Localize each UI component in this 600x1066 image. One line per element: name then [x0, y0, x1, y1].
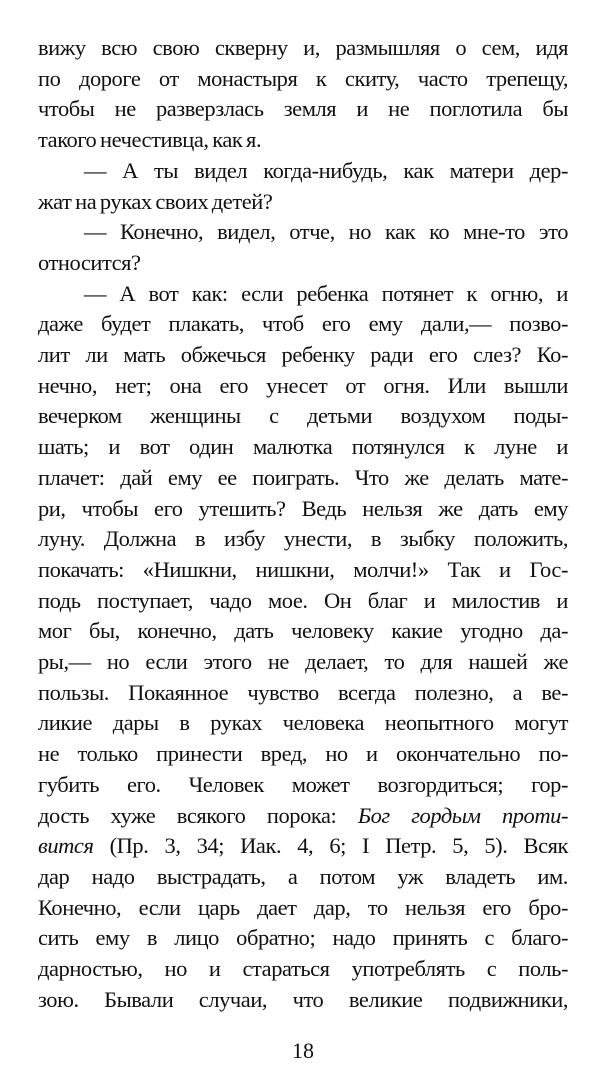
line-text: губить его. Человек может возгордиться; гор-	[38, 771, 568, 797]
text-line	[38, 954, 568, 985]
line-text: ры,— но если этого не делает, то для нашей же	[38, 649, 568, 675]
text-line	[38, 923, 568, 954]
text-line	[38, 125, 568, 156]
text-line	[38, 524, 568, 555]
text-line	[38, 831, 568, 862]
line-text: дар надо выстрадать, а потом уж владеть им.	[38, 863, 568, 889]
text-line	[38, 248, 568, 279]
page-number: 18	[292, 1037, 314, 1063]
text-line	[38, 494, 568, 525]
line-text: относится?	[38, 249, 141, 275]
line-text: Конечно, если царь дает дар, то нельзя его бро-	[38, 894, 568, 920]
line-text: ри, чтобы его утешить? Ведь нельзя же дать ему	[38, 495, 568, 521]
line-text: сить ему в лицо обратно; надо принять с благо-	[38, 925, 568, 951]
text-line	[38, 33, 568, 64]
line-text: чтобы не разверзлась земля и не поглотила бы	[38, 96, 568, 122]
line-text: — А ты видел когда-нибудь, как матери дер-	[84, 157, 568, 183]
text-line	[38, 432, 568, 463]
line-text: дость хуже всякого порока:	[38, 802, 358, 828]
line-text: такого нечестивца, как я.	[38, 127, 262, 153]
line-text: луну. Должна в избу унести, в зыбку положить,	[38, 526, 568, 552]
text-line	[38, 340, 568, 371]
line-text: — А вот как: если ребенка потянет к огню, и	[84, 280, 568, 306]
line-text: ликие дары в руках человека неопытного могут	[38, 710, 568, 736]
line-text: подь поступает, чадо мое. Он благ и милостив и	[38, 587, 568, 613]
line-text: по дороге от монастыря к скиту, часто трепещу,	[38, 65, 568, 91]
text-line	[38, 708, 568, 739]
text-line	[38, 309, 568, 340]
line-text: вижу всю свою скверну и, размышляя о сем, идя	[38, 35, 568, 60]
text-line	[38, 770, 568, 801]
line-text: нечно, нет; она его унесет от огня. Или вышли	[38, 372, 568, 398]
text-line	[38, 893, 568, 924]
line-text: шать; и вот один малютка потянулся к луне и	[38, 434, 568, 460]
text-line	[38, 678, 568, 709]
line-text: плачет: дай ему ее поиграть. Что же делать мате-	[38, 464, 568, 490]
text-line	[38, 156, 568, 187]
text-line	[38, 94, 568, 125]
line-text: жат на руках своих детей?	[38, 188, 273, 214]
text-line	[38, 647, 568, 678]
line-text: дарностью, но и стараться употреблять с поль-	[38, 956, 568, 982]
line-text: не только принести вред, но и окончательно по-	[38, 741, 568, 767]
text-line	[38, 217, 568, 248]
line-text: мог бы, конечно, дать человеку какие угодно да-	[38, 618, 568, 644]
text-line	[38, 463, 568, 494]
line-text: пользы. Покаянное чувство всегда полезно, а ве-	[38, 679, 568, 705]
text-line	[38, 64, 568, 95]
line-text: вечерком женщины с детьми воздухом поды-	[38, 403, 568, 429]
text-line	[38, 371, 568, 402]
text-line	[38, 985, 568, 1016]
text-line	[38, 555, 568, 586]
page-body-text	[38, 33, 568, 1016]
line-text: покачать: «Нишкни, нишкни, молчи!» Так и Гос-	[38, 556, 568, 582]
text-line	[38, 862, 568, 893]
line-text: лит ли мать обжечься ребенку ради его слез? Ко-	[38, 342, 568, 368]
text-line	[38, 616, 568, 647]
line-text: (Пр. 3, 34; Иак. 4, 6; I Петр. 5, 5). Всяк	[93, 833, 568, 859]
text-line	[38, 187, 568, 218]
line-text: — Конечно, видел, отче, но как ко мне-то это	[84, 219, 568, 245]
line-text: даже будет плакать, чтоб его ему дали,— позво-	[38, 311, 568, 337]
text-line	[38, 801, 568, 832]
italic-quote-text: Бог гордым проти-	[357, 802, 568, 828]
text-line	[38, 586, 568, 617]
text-line	[38, 739, 568, 770]
text-line	[38, 279, 568, 310]
text-line	[38, 401, 568, 432]
italic-quote-text: вится	[38, 833, 94, 859]
line-text: зою. Бывали случаи, что великие подвижники,	[38, 986, 568, 1012]
